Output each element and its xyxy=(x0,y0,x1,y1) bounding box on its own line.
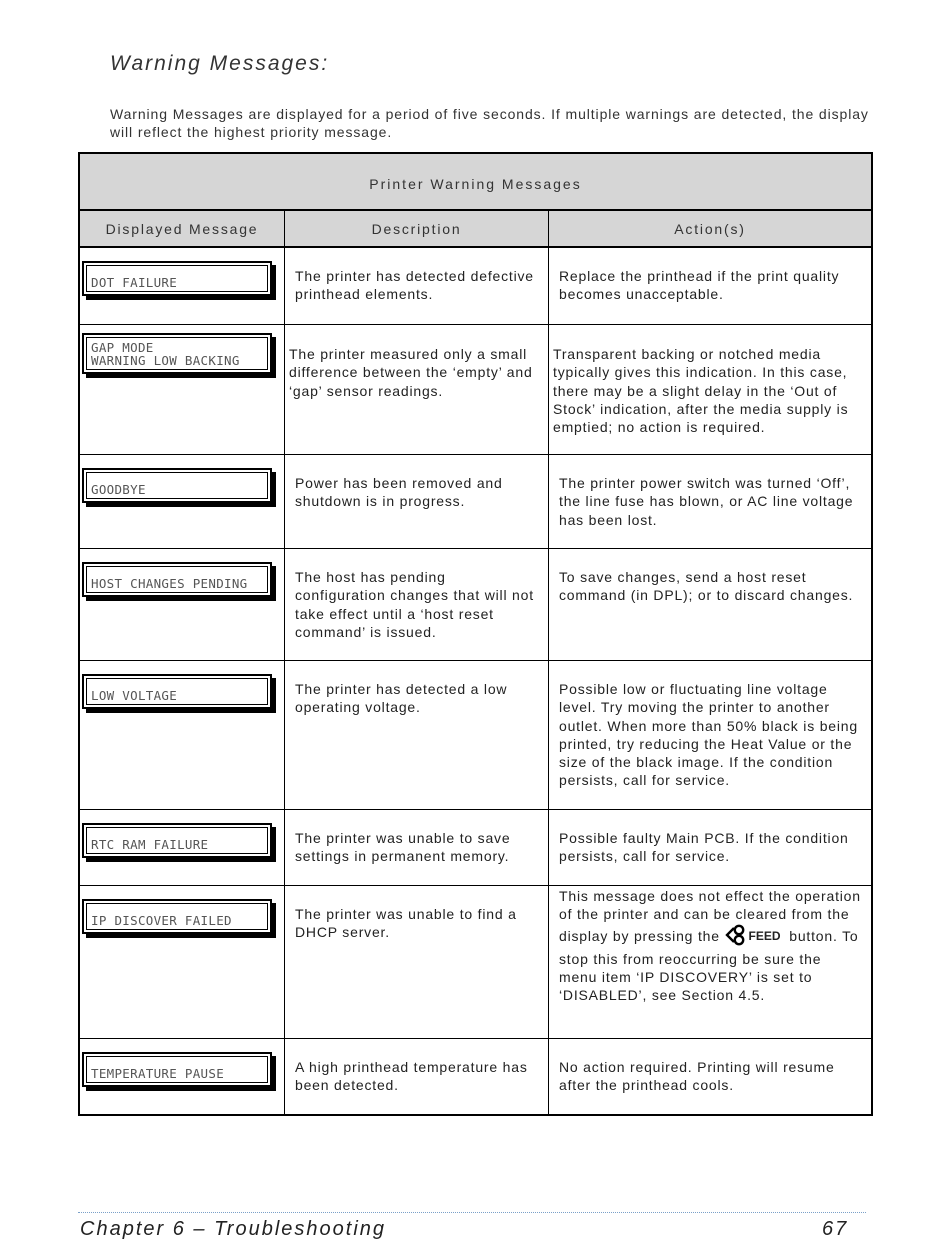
table-row xyxy=(80,1039,871,1114)
description-cell: A high printhead temperature has been detected. xyxy=(285,1039,549,1114)
display-cell xyxy=(80,661,285,809)
action-cell: Possible faulty Main PCB. If the condition persists, call for service. xyxy=(559,830,849,865)
table-row xyxy=(80,661,871,810)
table-row xyxy=(80,549,871,661)
display-cell xyxy=(80,886,285,1038)
action-text-before: This message does not effect the operation of the printer and can be cleared from the display by pressing the xyxy=(559,888,861,944)
footer-divider xyxy=(78,1212,866,1213)
lcd-display xyxy=(82,823,272,858)
lcd-display xyxy=(82,261,272,296)
display-cell xyxy=(80,248,285,324)
action-cell: No action required. Printing will resume after the printhead cools. xyxy=(559,1059,835,1094)
table-row xyxy=(80,455,871,549)
lcd-display xyxy=(82,674,272,709)
feed-label: FEED xyxy=(748,929,781,944)
lcd-text: HOST CHANGES PENDING xyxy=(86,566,268,593)
display-cell xyxy=(80,810,285,885)
display-cell xyxy=(80,325,285,454)
table-row xyxy=(80,325,871,455)
feed-icon xyxy=(725,924,747,950)
lcd-text: GAP MODE WARNING LOW BACKING xyxy=(86,337,268,370)
lcd-text: RTC RAM FAILURE xyxy=(86,827,268,854)
warning-messages-table xyxy=(78,152,873,1116)
action-cell: Possible low or fluctuating line voltage level. Try moving the printer to another outlet. When more than 50% black is being printed, try reducing the Heat Value or the size of the black image. If the condition persists, call for service. xyxy=(559,681,858,789)
table-title: Printer Warning Messages xyxy=(80,154,871,211)
table-row xyxy=(80,248,871,325)
lcd-display xyxy=(82,899,272,934)
lcd-text: LOW VOLTAGE xyxy=(86,678,268,705)
description-cell: The printer has detected defective printhead elements. xyxy=(285,248,549,324)
lcd-text: DOT FAILURE xyxy=(86,265,268,292)
column-header-description: Description xyxy=(285,211,549,246)
action-cell: To save changes, send a host reset command (in DPL); or to discard changes. xyxy=(559,569,854,604)
lcd-text: IP DISCOVER FAILED xyxy=(86,903,268,930)
lcd-display xyxy=(82,1052,272,1087)
description-cell: The printer was unable to find a DHCP server. xyxy=(285,886,549,1038)
description-cell: The host has pending configuration changes that will not take effect until a ‘host reset command’ is issued. xyxy=(285,549,549,660)
action-cell: Transparent backing or notched media typically gives this indication. In this case, there may be a slight delay in the ‘Out of Stock’ indication, after the media supply is emptied; no action is required. xyxy=(553,346,849,436)
table-row xyxy=(80,810,871,886)
footer-page-number: 67 xyxy=(822,1218,849,1240)
action-text-after: button. To stop this from reoccurring be sure the menu item ‘IP DISCOVERY’ is set to ‘DISABLED’, see Section 4.5. xyxy=(559,927,859,1004)
display-cell xyxy=(80,1039,285,1114)
action-cell: Replace the printhead if the print quality becomes unacceptable. xyxy=(559,268,840,303)
footer-chapter: Chapter 6 – Troubleshooting xyxy=(80,1218,387,1240)
lcd-text: GOODBYE xyxy=(86,472,268,499)
table-row xyxy=(80,886,871,1039)
description-cell: The printer has detected a low operating voltage. xyxy=(285,661,549,809)
display-cell xyxy=(80,455,285,548)
lcd-display xyxy=(82,333,272,374)
description-cell: The printer measured only a small difference between the ‘empty’ and ‘gap’ sensor readings. xyxy=(285,325,549,454)
section-heading: Warning Messages: xyxy=(110,52,330,75)
display-cell xyxy=(80,549,285,660)
description-cell: The printer was unable to save settings in permanent memory. xyxy=(285,810,549,885)
lcd-text: TEMPERATURE PAUSE xyxy=(86,1056,268,1083)
lcd-display xyxy=(82,468,272,503)
column-header-actions: Action(s) xyxy=(674,220,746,237)
table-header-row xyxy=(80,211,871,248)
description-cell: Power has been removed and shutdown is in progress. xyxy=(285,455,549,548)
intro-paragraph: Warning Messages are displayed for a period of five seconds. If multiple warnings are detected, the display will reflect the highest priority message. xyxy=(110,106,869,140)
action-cell xyxy=(549,886,871,1038)
action-cell: The printer power switch was turned ‘Off’, the line fuse has blown, or AC line voltage has been lost. xyxy=(559,475,854,528)
column-header-displayed-message: Displayed Message xyxy=(80,211,285,246)
lcd-display xyxy=(82,562,272,597)
